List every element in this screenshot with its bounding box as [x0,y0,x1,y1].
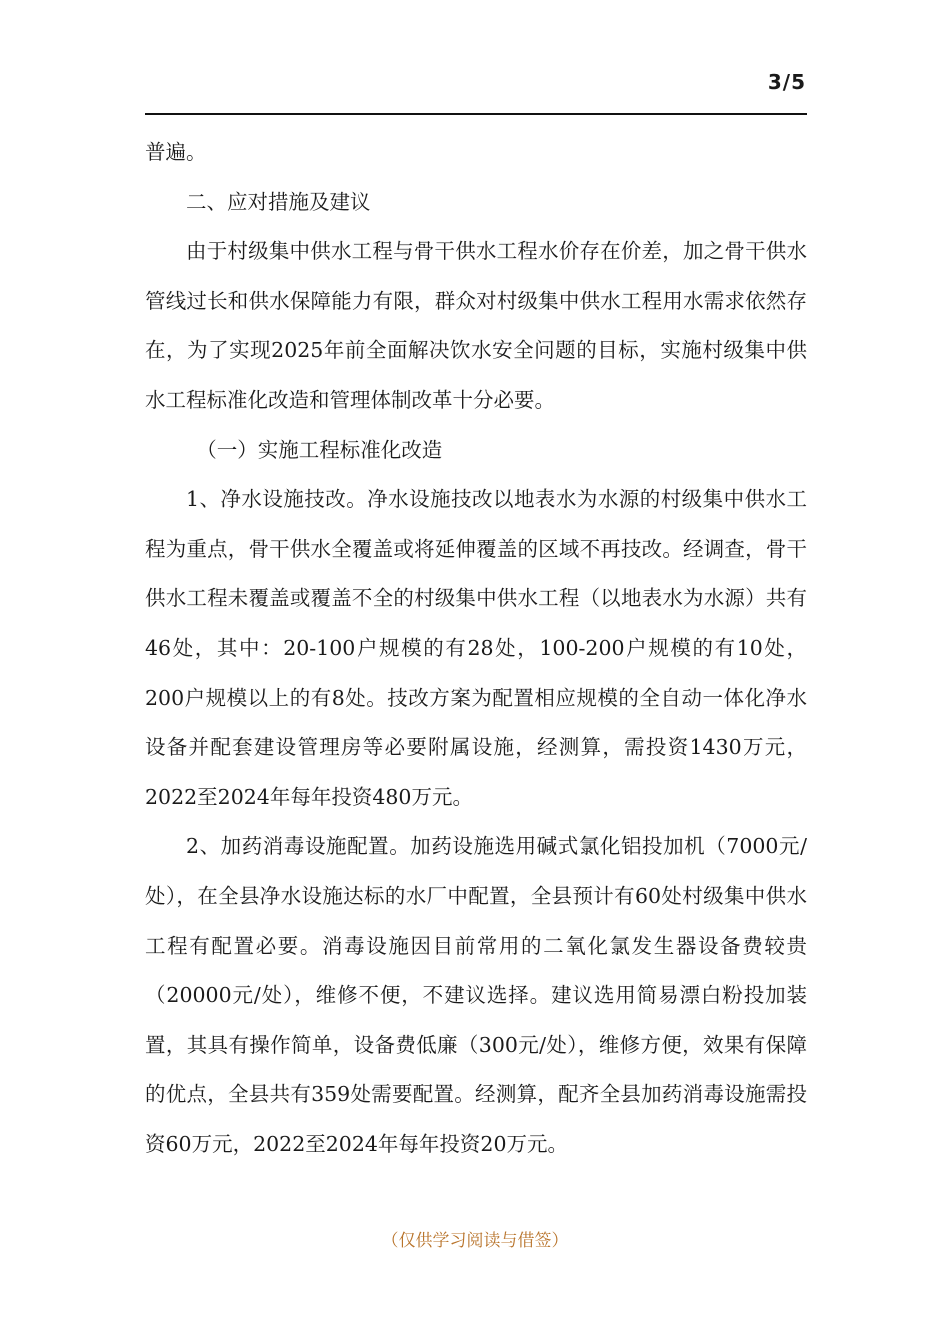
section-heading: 二、应对措施及建议 [186,189,371,214]
paragraph-intro: 由于村级集中供水工程与骨干供水工程水价存在价差，加之骨干供水管线过长和供水保障能力有限，群众对村级集中供水工程用水需求依然存在，为了实现2025年前全面解决饮水安全问题的目标，实施村级集中供水工程标准化改造和管理体制改革十分必要。 [145,239,807,412]
subsection-heading: （一）实施工程标准化改造 [196,437,443,462]
header-rule [145,113,807,115]
paragraph-item-1: 1、净水设施技改。净水设施技改以地表水为水源的村级集中供水工程为重点，骨干供水全覆盖或将延伸覆盖的区域不再技改。经调查，骨干供水工程未覆盖或覆盖不全的村级集中供水工程（以地表水为水源）共有46处，其中：20-100户规模的有28处，100-200户规模的有10处，200户规模以上的有8处。技改方案为配置相应规模的全自动一体化净水设备并配套建设管理房等必要附属设施，经测算，需投资1430万元，2022至2024年每年投资480万元。 [145,487,807,809]
page-number: 3/5 [767,70,806,94]
paragraph-item-2: 2、加药消毒设施配置。加药设施选用碱式氯化铝投加机（7000元/处），在全县净水设施达标的水厂中配置，全县预计有60处村级集中供水工程有配置必要。消毒设施因目前常用的二氧化氯发生器设备费较贵（20000元/处），维修不便，不建议选择。建议选用简易漂白粉投加装置，其具有操作简单，设备费低廉（300元/处），维修方便，效果有保障的优点，全县共有359处需要配置。经测算，配齐全县加药消毒设施需投资60万元，2022至2024年每年投资20万元。 [145,834,807,1156]
paragraph-continuation: 普遍。 [145,140,207,164]
document-body [145,128,807,1169]
footer-note: （仅供学习阅读与借签） [381,1231,569,1251]
